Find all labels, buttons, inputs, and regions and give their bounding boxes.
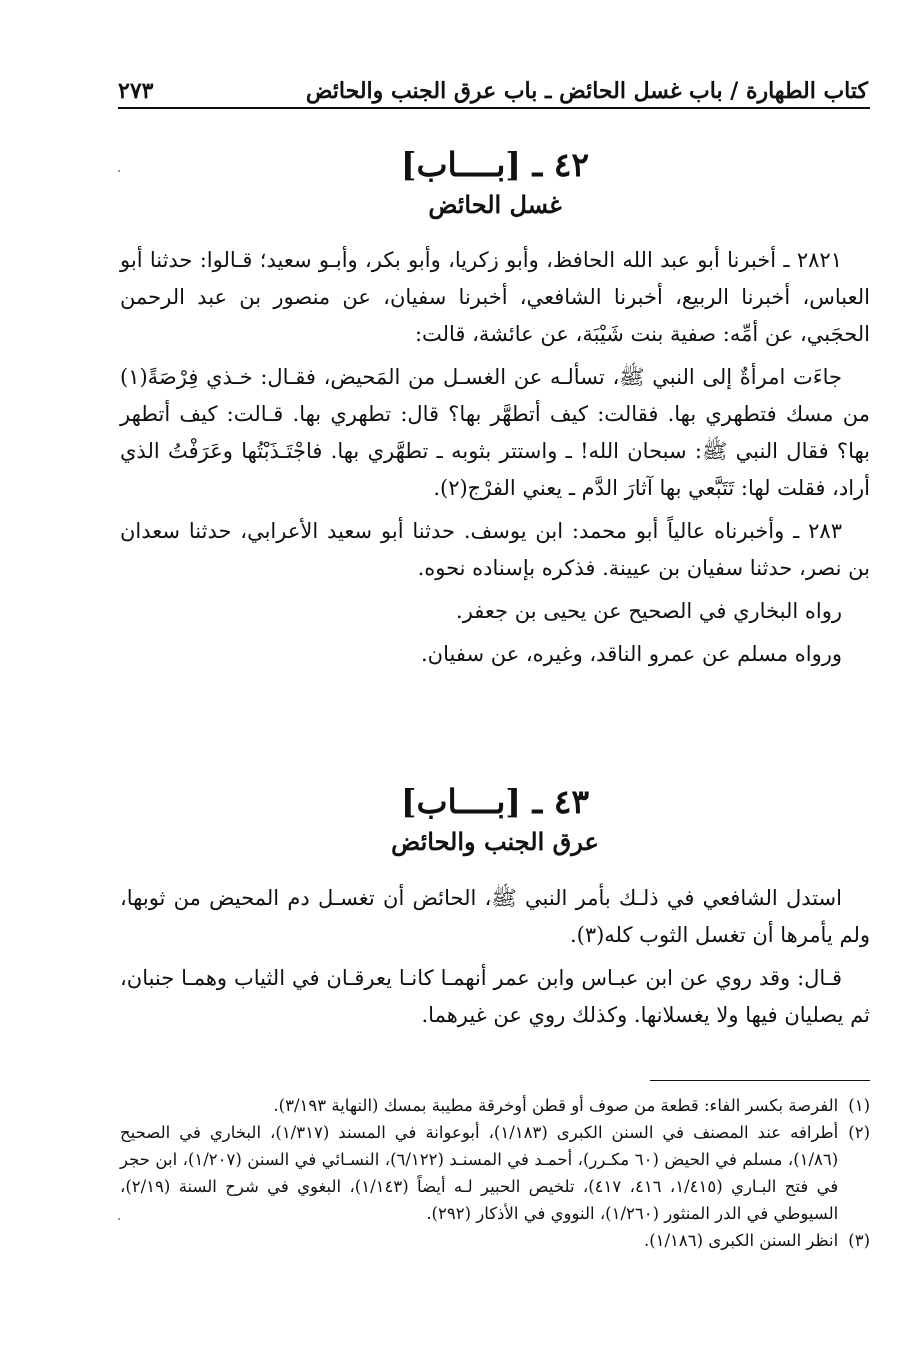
header-rule bbox=[118, 107, 870, 109]
footnote-2 bbox=[120, 1119, 870, 1227]
footnote-text: انظر السنن الكبرى (١/١٨٦). bbox=[643, 1231, 839, 1250]
footnotes bbox=[120, 1092, 870, 1254]
narration-bukhari: رواه البخاري في الصحيح عن يحيى بن جعفر. bbox=[456, 599, 842, 623]
header-title: كتاب الطهارة / باب غسل الحائض ـ باب عرق الجنب والحائض bbox=[305, 78, 868, 104]
chapter-title: غسل الحائض bbox=[428, 189, 562, 219]
chapter-number: ٤٢ ـ [بــــاب] bbox=[400, 145, 590, 184]
footnote-rule bbox=[650, 1080, 870, 1081]
ibn-abbas-narration: قـال: وقد روي عن ابن عبـاس وابن عمر أنهمـا كانـا يعرقـان في الثياب وهمـا جنبان، ثم يصليان فيها ولا يغسلانها. وكذلك روي عن غيرهما. bbox=[120, 966, 870, 1027]
footnote-1 bbox=[120, 1092, 870, 1119]
chapter-43-heading bbox=[120, 782, 870, 857]
footnote-number: (١) bbox=[848, 1096, 870, 1115]
hadith-2821-matn: جاءَت امرأةٌ إلى النبي ﷺ، تسألـه عن الغسـل من المَحيض، فقـال: خـذي فِرْصَةً(١) من مسك فتطهري بها. فقالت: كيف أتطهَّر بها؟ قال: تطهري بها. قـالت: كيف أتطهر بها؟ فقال النبي ﷺ: سبحان الله! ـ واستتر بثوبه ـ تطهَّري بها. فاجْتَـذَبْتُها وعَرَفْتُ الذي أراد، فقلت لها: تَتَبَّعي بها آثارَ الدَّم ـ يعني الفرْج(٢). bbox=[120, 365, 870, 500]
running-header bbox=[118, 62, 868, 102]
footnote-text: الفرصة بكسر الفاء: قطعة من صوف أو قطن أوخرقة مطيبة بمسك (النهاية ٣/١٩٣). bbox=[273, 1096, 839, 1115]
footnote-text: أطرافه عند المصنف في السنن الكبرى (١/١٨٣)، أبوعوانة في المسند (١/٣١٧)، البخاري في الصحيح (١/٨٦)، مسلم في الحيض (٦٠ مكـرر)، أحمـد في المسنـد (٦/١٢٢)، النسـائي في السنن (١/٢٠٧)، ابن حجر في فتح البـاري (١/٤١٥، ٤١٦، ٤١٧)، تلخيص الحبير لـه أيضاً (١/١٤٣)، البغوي في شرح السنة (٢/١٩)، السيوطي في الدر المنثور (١/٢٦٠)، النووي في الأذكار (٢٩٢). bbox=[120, 1123, 839, 1223]
footnote-3 bbox=[120, 1227, 870, 1254]
footnote-number: (٢) bbox=[848, 1123, 870, 1142]
chapter-title: عرق الجنب والحائض bbox=[391, 826, 599, 856]
chapter-43-body bbox=[120, 880, 870, 1034]
chapter-number: ٤٣ ـ [بــــاب] bbox=[400, 782, 590, 821]
chapter-42-heading bbox=[120, 145, 870, 220]
margin-speck bbox=[118, 170, 120, 172]
hadith-2821: ٢٨٢١ ـ أخبرنا أبو عبد الله الحافظ، وأبو زكريا، وأبو بكر، وأبـو سعيد؛ قـالوا: حدثنا أبو العباس، أخبرنا الربيع، أخبرنا الشافعي، أخبرنا سفيان، عن منصور بن عبد الرحمن الحجَبي، عن أمِّه: صفية بنت شَيْبَة، عن عائشة، قالت: bbox=[120, 248, 870, 346]
page-number: ٢٧٣ bbox=[118, 78, 154, 104]
margin-speck bbox=[118, 1218, 120, 1220]
hadith-283: ٢٨٣ ـ وأخبرناه عالياً أبو محمد: ابن يوسف. حدثنا أبو سعيد الأعرابي، حدثنا سعدان بن نصر، حدثنا سفيان بن عيينة. فذكره بإسناده نحوه. bbox=[120, 519, 870, 580]
chapter-42-body bbox=[120, 242, 870, 673]
narration-muslim: ورواه مسلم عن عمرو الناقد، وغيره، عن سفيان. bbox=[420, 642, 842, 666]
footnote-number: (٣) bbox=[848, 1231, 870, 1250]
shafii-inference: استدل الشافعي في ذلـك بأمر النبي ﷺ، الحائض أن تغسـل دم المحيض من ثوبها، ولم يأمرها أن تغسل الثوب كله(٣). bbox=[120, 886, 870, 947]
